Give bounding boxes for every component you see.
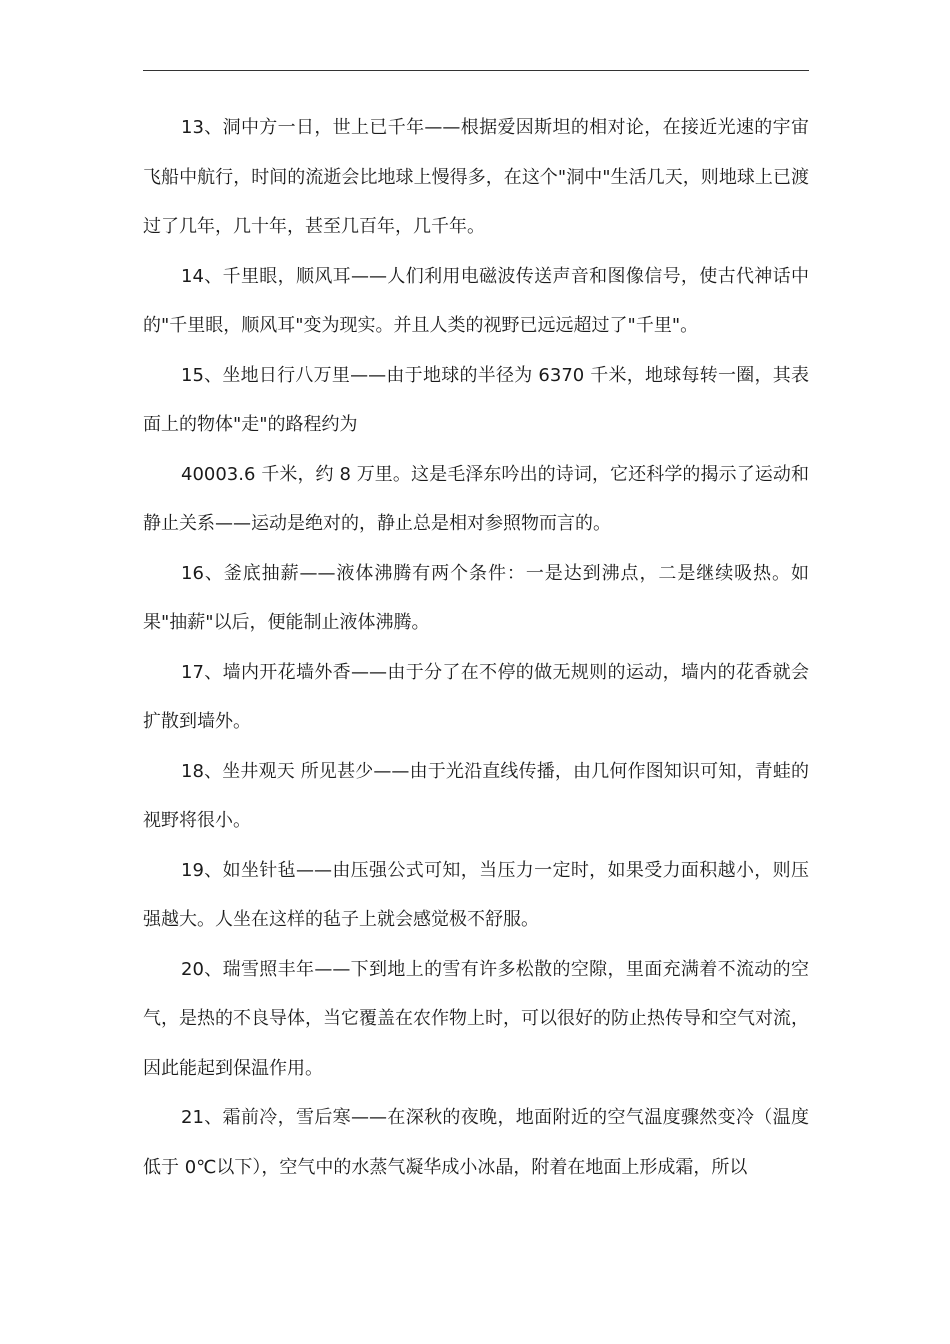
document-body [143,103,809,1192]
paragraph-15-part-2: 40003.6 千米，约 8 万里。这是毛泽东吟出的诗词，它还科学的揭示了运动和静止关系——运动是绝对的，静止总是相对参照物而言的。 [143,463,809,534]
paragraph-15-part-1: 15、坐地日行八万里——由于地球的半径为 6370 千米，地球每转一圈，其表面上的物体"走"的路程约为 [143,364,809,435]
paragraph-14: 14、千里眼，顺风耳——人们利用电磁波传送声音和图像信号，使古代神话中的"千里眼，顺风耳"变为现实。并且人类的视野已远远超过了"千里"。 [143,265,809,336]
header-rule [143,70,809,71]
paragraph-19: 19、如坐针毡——由压强公式可知，当压力一定时，如果受力面积越小，则压强越大。人坐在这样的毡子上就会感觉极不舒服。 [143,859,809,930]
paragraph-16: 16、釜底抽薪——液体沸腾有两个条件：一是达到沸点，二是继续吸热。如果"抽薪"以后，便能制止液体沸腾。 [143,562,809,633]
paragraph-20: 20、瑞雪照丰年——下到地上的雪有许多松散的空隙，里面充满着不流动的空气，是热的不良导体，当它覆盖在农作物上时，可以很好的防止热传导和空气对流，因此能起到保温作用。 [143,958,809,1079]
paragraph-17: 17、墙内开花墙外香——由于分了在不停的做无规则的运动，墙内的花香就会扩散到墙外。 [143,661,809,732]
paragraph-21: 21、霜前冷，雪后寒——在深秋的夜晚，地面附近的空气温度骤然变冷（温度低于 0℃以下），空气中的水蒸气凝华成小冰晶，附着在地面上形成霜，所以 [143,1107,809,1178]
paragraph-13: 13、洞中方一日，世上已千年——根据爱因斯坦的相对论，在接近光速的宇宙飞船中航行，时间的流逝会比地球上慢得多，在这个"洞中"生活几天，则地球上已渡过了几年，几十年，甚至几百年，几千年。 [143,117,809,237]
paragraph-18: 18、坐井观天 所见甚少——由于光沿直线传播，由几何作图知识可知，青蛙的视野将很小。 [143,760,809,831]
